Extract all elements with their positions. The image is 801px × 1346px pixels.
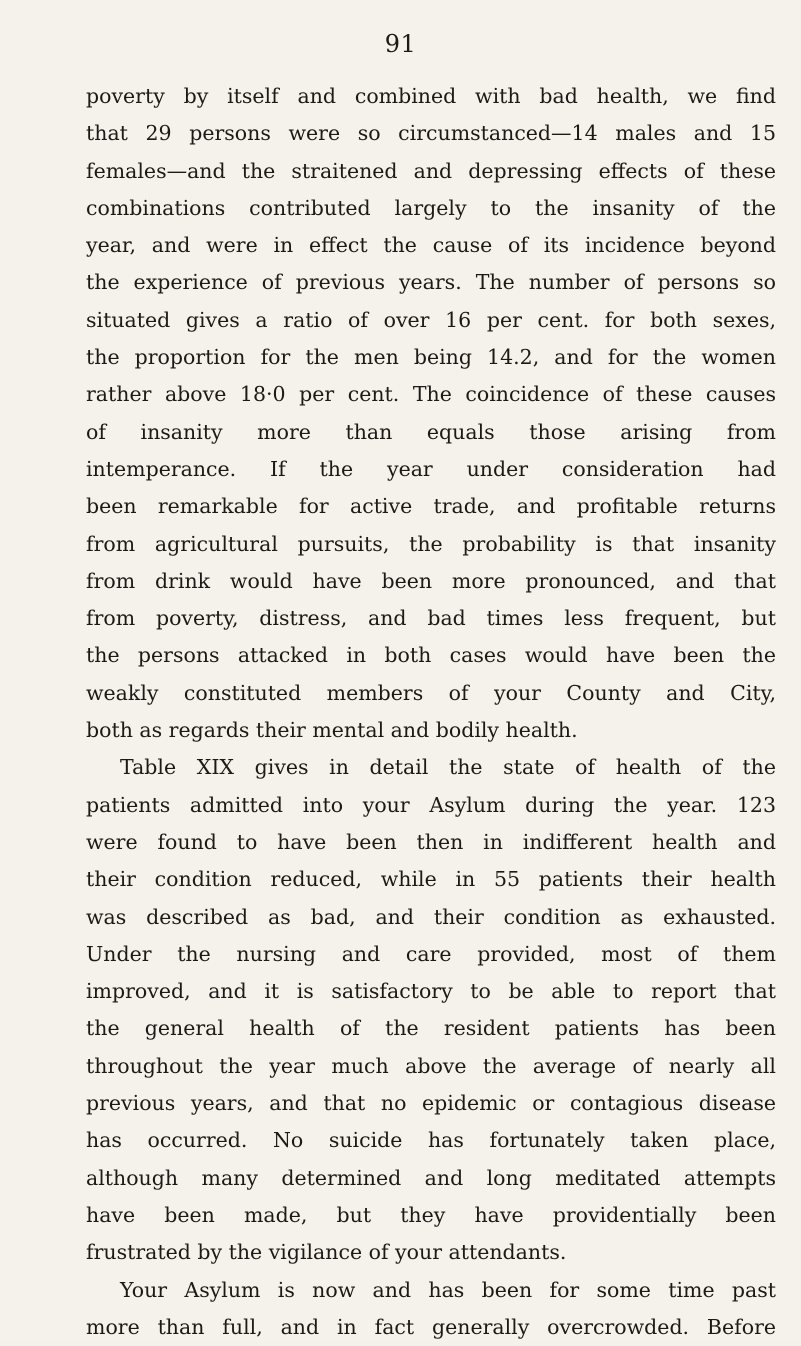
text-line: improved, and it is satisfactory to be able to report that [86, 979, 776, 1004]
text-line: the persons attacked in both cases would have been the [86, 643, 776, 668]
paragraph-start-line: Table XIX gives in detail the state of health of the [120, 755, 776, 780]
body-text [86, 78, 776, 1346]
text-line: females—and the straitened and depressing effects of these [86, 158, 776, 183]
paragraph-end-line: frustrated by the vigilance of your attendants. [86, 1240, 567, 1265]
text-line: combinations contributed largely to the insanity of the [86, 195, 776, 220]
paragraph-end-line: both as regards their mental and bodily health. [86, 718, 578, 743]
text-line: throughout the year much above the average of nearly all [86, 1053, 776, 1078]
text-line: previous years, and that no epidemic or contagious disease [86, 1091, 776, 1116]
text-line: from poverty, distress, and bad times less frequent, but [86, 606, 776, 631]
text-line: intemperance. If the year under consideration had [86, 456, 776, 481]
text-line: the proportion for the men being 14.2, and for the women [86, 345, 776, 370]
text-line: of insanity more than equals those arising from [86, 419, 776, 444]
text-line: were found to have been then in indifferent health and [86, 829, 776, 854]
text-line: year, and were in effect the cause of its incidence beyond [86, 233, 776, 258]
text-line: that 29 persons were so circumstanced—14 males and 15 [86, 121, 776, 146]
text-line: poverty by itself and combined with bad health, we find [86, 84, 776, 108]
text-line: was described as bad, and their condition as exhausted. [86, 904, 776, 929]
text-line: weakly constituted members of your County and City, [86, 680, 776, 705]
text-line: the general health of the resident patients has been [86, 1016, 776, 1041]
paragraph-start-line: Your Asylum is now and has been for some time past [120, 1277, 776, 1302]
text-line: been remarkable for active trade, and profitable returns [86, 494, 776, 519]
text-line: the experience of previous years. The number of persons so [86, 270, 776, 295]
text-line: more than full, and in fact generally overcrowded. Before [86, 1314, 776, 1339]
text-line: from agricultural pursuits, the probability is that insanity [86, 531, 776, 556]
text-line: Under the nursing and care provided, most of them [86, 941, 776, 966]
text-line: their condition reduced, while in 55 patients their health [86, 867, 776, 892]
text-line: although many determined and long meditated attempts [86, 1165, 776, 1190]
text-line: from drink would have been more pronounced, and that [86, 568, 776, 593]
page-number: 91 [384, 30, 417, 58]
text-line: situated gives a ratio of over 16 per cent. for both sexes, [86, 307, 776, 332]
text-line: have been made, but they have providentially been [86, 1202, 776, 1227]
text-line: has occurred. No suicide has fortunately taken place, [86, 1128, 776, 1153]
text-line: patients admitted into your Asylum during the year. 123 [86, 792, 776, 817]
text-line: rather above 18·0 per cent. The coincidence of these causes [86, 382, 776, 407]
